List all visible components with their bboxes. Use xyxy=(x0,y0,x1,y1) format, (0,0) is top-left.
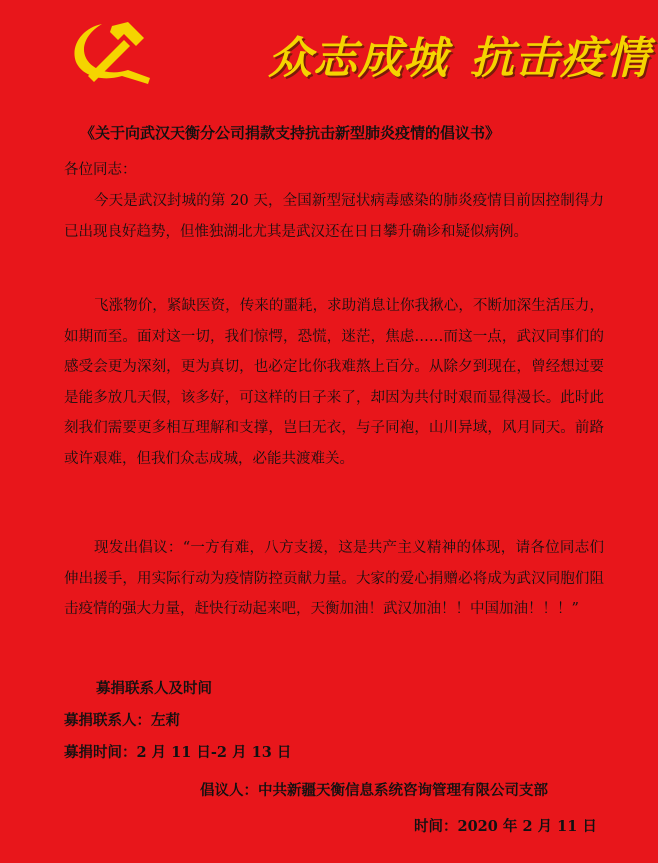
paragraph-2: 飞涨物价，紧缺医资，传来的噩耗，求助消息让你我揪心，不断加深生活压力，如期而至。面对这一切，我们惊愕，恐慌，迷茫，焦虑……而这一点，武汉同事们的感受会更为深刻，更为真切，也必定比你我难熬上百分。从除夕到现在，曾经想过要是能多放几天假，该多好，可这样的日子来了，却因为共付时艰而显得漫长。此时此刻我们需要更多相互理解和支撑，岂曰无衣，与子同袍，山川异域，风月同天。前路或许艰难，但我们众志成城，必能共渡难关。 xyxy=(64,298,604,467)
contact-time: 募捐时间：2 月 11 日-2 月 13 日 xyxy=(64,744,292,761)
slogan-left: 众志成城 xyxy=(268,33,448,84)
paragraph-1: 今天是武汉封城的第 20 天，全国新型冠状病毒感染的肺炎疫情目前因控制得力已出现良好趋势，但惟独湖北尤其是武汉还在日日攀升确诊和疑似病例。 xyxy=(64,193,604,240)
paragraph-3: 现发出倡议：“一方有难，八方支援，这是共产主义精神的体现，请各位同志们伸出援手，用实际行动为疫情防控贡献力量。大家的爱心捐赠必将成为武汉同胞们阻击疫情的强大力量，赶快行动起来吧，天衡加油！武汉加油！！中国加油！！！” xyxy=(64,540,604,617)
document-date: 时间：2020 年 2 月 11 日 xyxy=(414,818,597,835)
contact-person: 募捐联系人：左莉 xyxy=(64,712,180,729)
initiator: 倡议人：中共新疆天衡信息系统咨询管理有限公司支部 xyxy=(200,782,548,799)
document-title: 《关于向武汉天衡分公司捐款支持抗击新型肺炎疫情的倡议书》 xyxy=(80,124,501,142)
salutation: 各位同志： xyxy=(64,162,137,178)
hammer-and-sickle-icon xyxy=(62,18,158,86)
slogan-right: 抗击疫情 xyxy=(470,33,650,84)
contact-heading: 募捐联系人及时间 xyxy=(96,680,212,697)
slogan-banner xyxy=(268,22,648,88)
